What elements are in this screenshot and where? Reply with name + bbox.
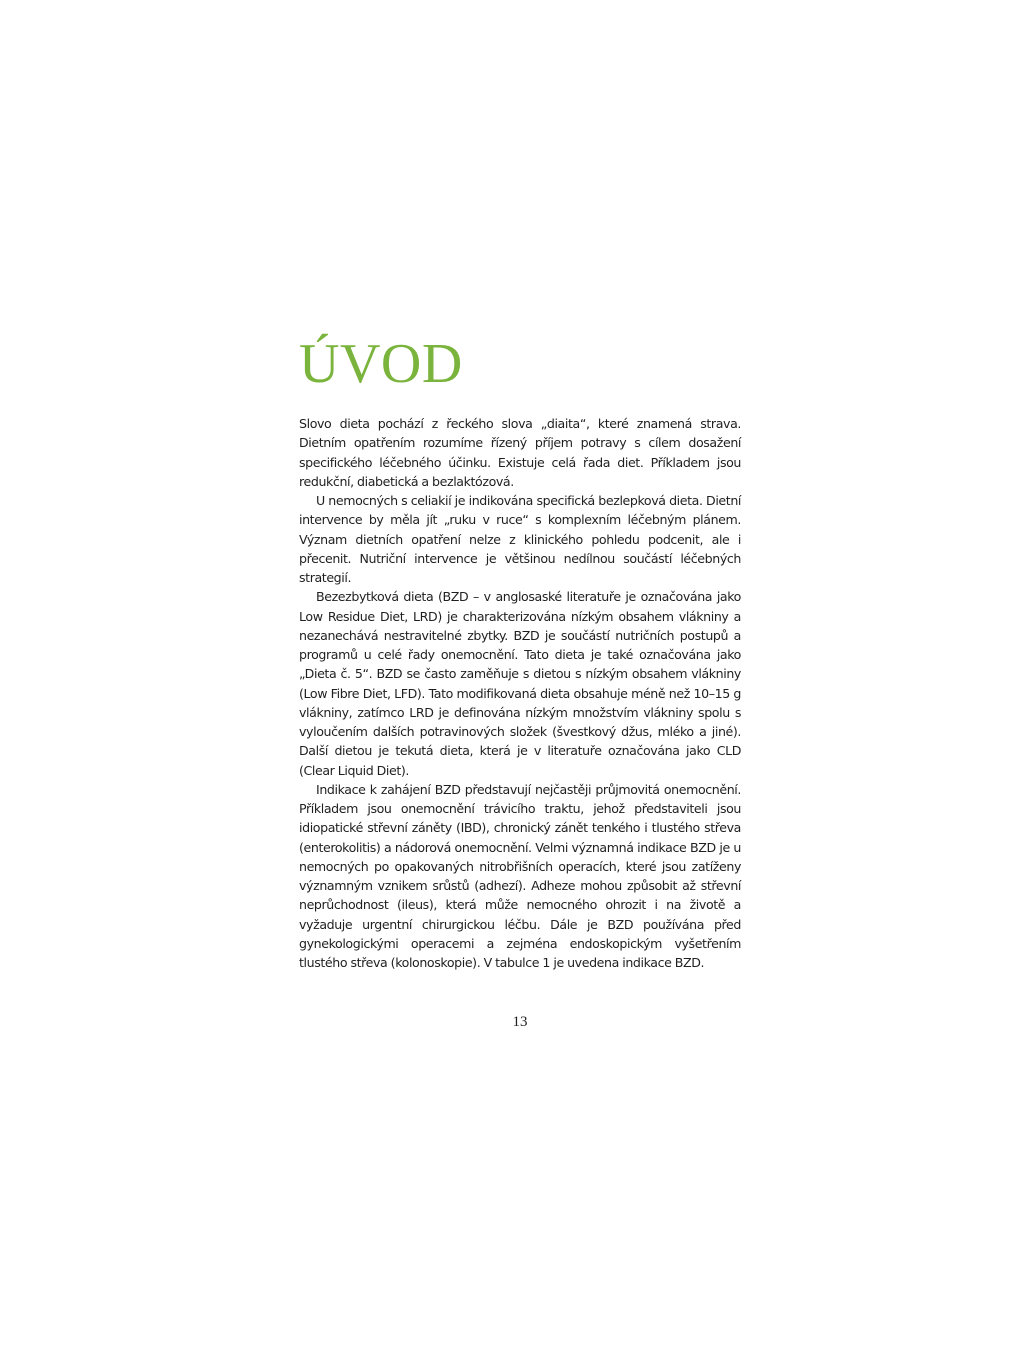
- paragraph-3: Bezezbytková dieta (BZD – v anglosaské literatuře je označována jako Low Residue Diet, LRD) je charakterizována nízkým obsahem vlákniny a nezanechává nestravitelné zbytky. BZD je součástí nutričních postupů a programů u celé řady onemocnění. Tato dieta je také označována jako „Dieta č. 5“. BZD se často zaměňuje s dietou s nízkým obsahem vlákniny (Low Fibre Diet, LFD). Tato modifikovaná dieta obsahuje méně než 10–15 g vlákniny, zatímco LRD je definována nízkým množstvím vlákniny spolu s vyloučením dalších potravinových složek (švestkový džus, mléko a jiné). Další dietou je tekutá dieta, která je v literatuře označována jako CLD (Clear Liquid Diet).: [299, 589, 741, 778]
- chapter-heading: ÚVOD: [299, 333, 463, 395]
- paragraph-2: U nemocných s celiakií je indikována specifická bezlepková dieta. Dietní intervence by měla jít „ruku v ruce“ s komplexním léčebným plánem. Význam dietních opatření nelze z klinického pohledu podcenit, ale i přecenit. Nutriční intervence je většinou nedílnou součástí léčebných strategií.: [299, 493, 741, 585]
- paragraph-4: Indikace k zahájení BZD představují nejčastěji průjmovitá onemocnění. Příkladem jsou onemocnění trávicího traktu, jehož představiteli jsou idiopatické střevní záněty (IBD), chronický zánět tenkého i tlustého střeva (enterokolitis) a nádorová onemocnění. Velmi významná indikace BZD je u nemocných po opakovaných nitrobřišních operacích, které jsou zatíženy významným vznikem srůstů (adhezí). Adheze mohou způsobit až střevní neprůchodnost (ileus), která může nemocného ohrozit i na životě a vyžaduje urgentní chirurgickou léčbu. Dále je BZD používána před gynekologickými operacemi a zejména endoskopickým vyšetřením tlustého střeva (kolonoskopie). V tabulce 1 je uvedena indikace BZD.: [299, 781, 741, 970]
- paragraph-1: Slovo dieta pochází z řeckého slova „diaita“, které znamená strava. Dietním opatřením rozumíme řízený příjem potravy s cílem dosažení specifického léčebného účinku. Existuje celá řada diet. Příkladem jsou redukční, diabetická a bezlaktózová.: [299, 416, 741, 489]
- page-number: 13: [512, 1014, 528, 1030]
- chapter-body: [299, 414, 741, 972]
